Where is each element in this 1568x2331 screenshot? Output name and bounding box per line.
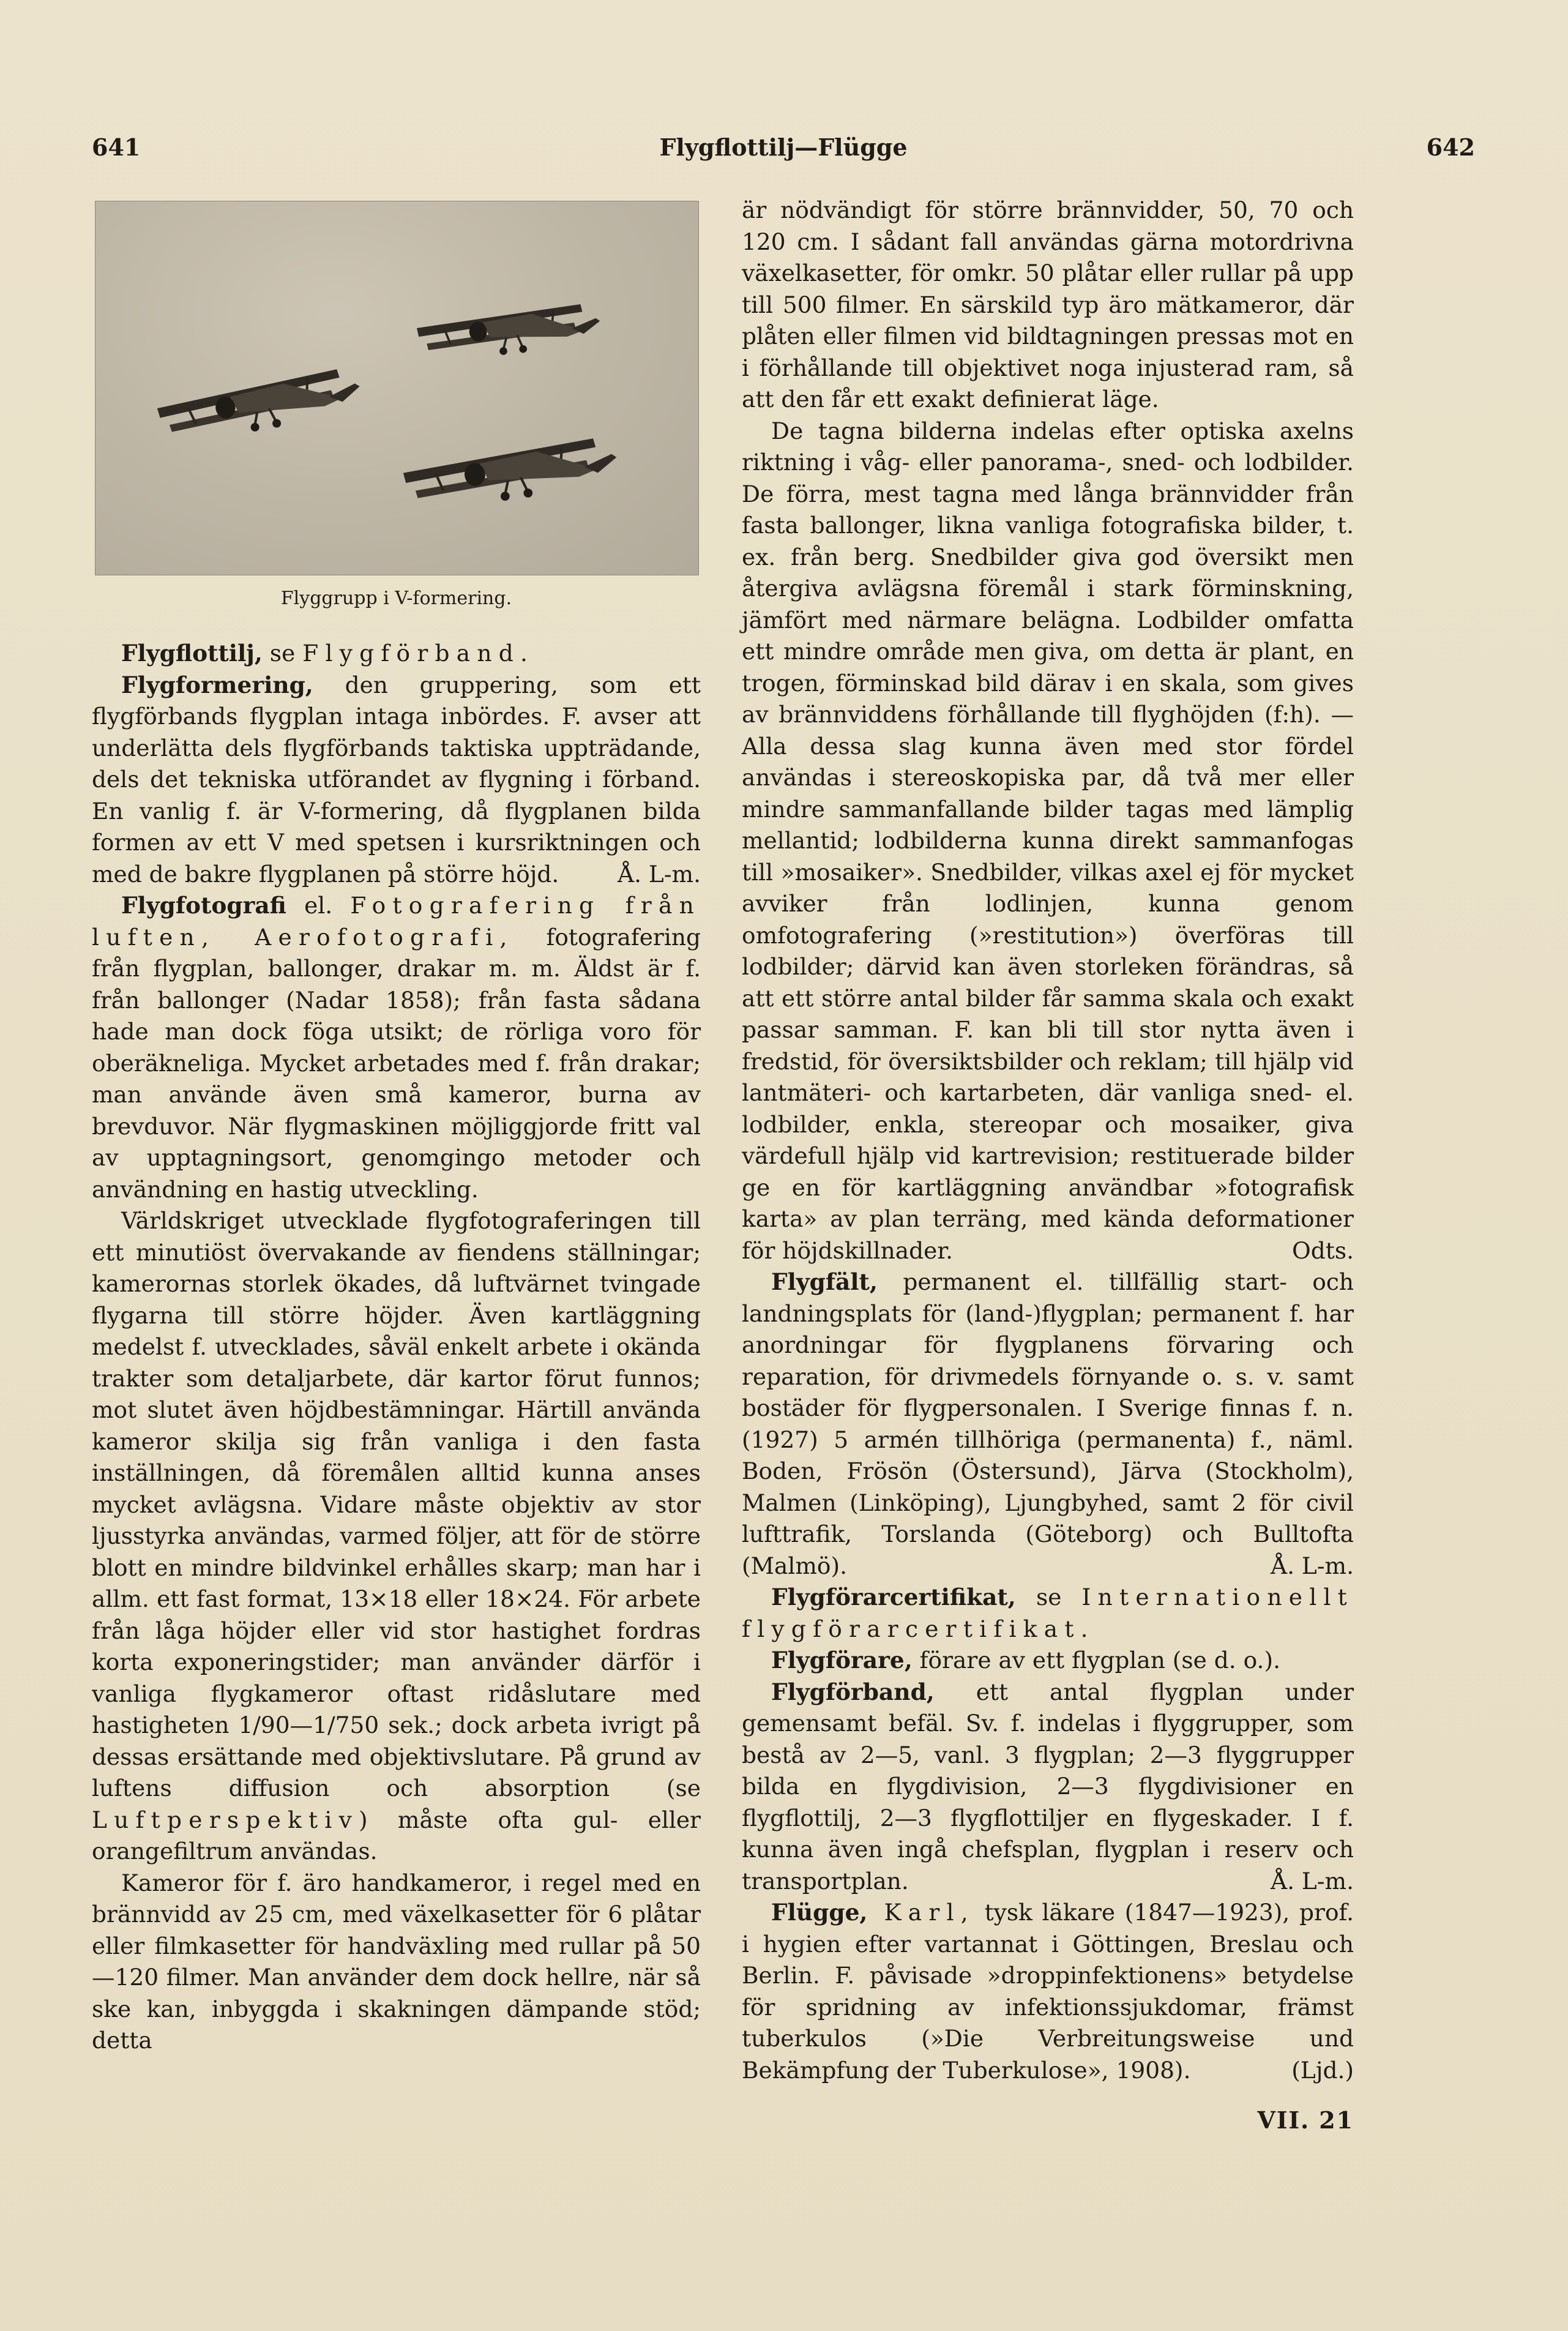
entry-flygfotografi: Flygfotografi el. Fotografering från luften, Aerofotografi, fotografering från flygplan, ballonger, drakar m. m. Äldst är f. från ballonger (Nadar 1858); från fasta sådana hade man dock föga utsikt; de rörliga voro för oberäkneliga. Mycket arbetades med f. från drakar; man använde även små kameror, burna av brevduvor. När flygmaskinen möjliggjorde fritt val av upptagningsort, genomgingo metoder och användning en hastig utveckling. [92, 892, 701, 1203]
headword: Flygförarcertifikat, [771, 1584, 1016, 1611]
figure [92, 201, 701, 611]
headword: Flygflottilj, [121, 640, 263, 667]
entry-flygforarcertifikat: Flygförarcertifikat, se Internationellt flygförarcertifikat. [742, 1584, 1354, 1642]
entry-flygforband: Flygförband, ett antal flygplan under gemensamt befäl. Sv. f. indelas i flyggrupper, som bestå av 2—5, vanl. 3 flygplan; 2—3 flyggrupper bilda en flygdivision, 2—3 flygdivisioner en flygflottilj, 2—3 flygflottiljer en flygeskader. I f. kunna även ingå chefsplan, flygplan i reserv och transportplan. Å. L-m. [742, 1677, 1354, 1898]
page-number-right: 642 [1426, 133, 1475, 161]
page-number-left: 641 [92, 133, 141, 161]
entry-flygflottilj: Flygflottilj, se Flygförband. [121, 640, 535, 667]
spaced-synonyms: Fotografering från luften, Aerofotografi, [92, 892, 701, 951]
figure-caption: Flyggrupp i V-formering. [280, 588, 512, 609]
sheet-signature: VII. 21 [1257, 2106, 1354, 2134]
author-signature: Å. L-m. [1271, 1552, 1354, 1579]
headword: Flygförare, [771, 1647, 913, 1674]
headword: Flügge, [771, 1899, 868, 1926]
entry-flygforare: Flygförare, förare av ett flygplan (se d. o.). [771, 1647, 1281, 1674]
author-signature: Odts. [1292, 1237, 1354, 1264]
paragraph-varldskriget: Världskriget utvecklade flygfotograferingen till ett minutiöst övervakande av fiendens ställningar; kamerornas storlek ökades, då luftvärnet tvingade flygarna till större höjder. Även kartläggning medelst f. utvecklades, såväl enkelt arbete i okända trakter som detaljarbete, där kartor förut funnos; mot slutet även höjdbestämningar. Härtill använda kameror skilja sig från vanliga i den fasta inställningen, då föremålen alltid kunna anses mycket avlägsna. Vidare måste objektiv av stor ljusstyrka användas, varmed följer, att för de större blott en mindre bildvinkel erhålles skarp; man har i allm. ett fast format, 13×18 eller 18×24. För arbete från låga höjder eller vid stor hastighet fordras korta exponeringstider; man använder därför i vanliga flygkameror oftast ridåslutare med hastigheten 1/90—1/750 sek.; dock arbeta ivrigt på dessas ersättande med objektivslutare. På grund av luftens diffusion och absorption (se Luftperspektiv) måste ofta gul- eller orangefiltrum användas. [92, 1207, 701, 1865]
paragraph-kameror: Kameror för f. äro handkameror, i regel med en brännvidd av 25 cm, med växelkasetter för 6 plåtar eller filmkasetter för handväxling med rullar på 50—120 filmer. Man använder dem dock hellre, när så ske kan, inbyggda i skakningen dämpande stöd; detta [92, 1869, 701, 2054]
cross-reference: Flygförband. [302, 640, 535, 667]
paragraph-continued: är nödvändigt för större brännvidder, 50, 70 och 120 cm. I sådant fall användas gärna motordrivna växelkasetter, för omkr. 50 plåtar eller rullar på upp till 500 filmer. En särskild typ äro mätkameror, där plåten eller filmen vid bildtagningen pressas mot en i förhållande till objektivet noga injusterad ram, så att den får ett exakt definierat läge. [742, 196, 1354, 413]
entry-flygformering: Flygformering, den gruppering, som ett flygförbands flygplan intaga inbördes. F. avser att underlätta dels flygförbands taktiska uppträdande, dels det tekniska utförandet av flygning i förband. En vanlig f. är V-formering, då flygplanen bilda formen av ett V med spetsen i kursriktningen och med de bakre flygplanen på större höjd. Å. L-m. [92, 670, 701, 891]
biplanes-illustration [95, 201, 698, 575]
right-column [742, 195, 1354, 2136]
cross-reference: Luftperspektiv [92, 1806, 359, 1833]
left-column [92, 195, 701, 2057]
headword: Flygförband, [771, 1678, 935, 1705]
biplane-formation-photo [95, 201, 699, 575]
author-signature: Å. L-m. [618, 860, 701, 888]
entry-flygfalt: Flygfält, permanent el. tillfällig start- och landningsplats för (land-)flygplan; permanent f. har anordningar för flygplanens förvaring och reparation, för drivmedels förnyande o. s. v. samt bostäder för flygpersonalen. I Sverige finnas f. n. (1927) 5 armén tillhöriga (permanenta) f., näml. Boden, Frösön (Östersund), Järva (Stockholm), Malmen (Linköping), Ljungbyhed, samt 2 för civil lufttrafik, Torslanda (Göteborg) och Bulltofta (Malmö). Å. L-m. [742, 1267, 1354, 1582]
headword: Flygfält, [771, 1268, 878, 1295]
entry-flugge: Flügge, Karl, tysk läkare (1847—1923), prof. i hygien efter vartannat i Göttingen, Breslau och Berlin. F. påvisade »droppinfektionens» betydelse för spridning av infektionssjukdomar, främst tuberkulos (»Die Verbreitungsweise und Bekämpfung der Tuberkulose», 1908). (Ljd.) [742, 1897, 1354, 2086]
author-signature: (Ljd.) [1291, 2056, 1354, 2084]
paragraph-bilder: De tagna bilderna indelas efter optiska axelns riktning i våg- eller panorama-, sned- och lodbilder. De förra, mest tagna med långa brännvidder från fasta ballonger, likna vanliga fotografiska bilder, t. ex. från berg. Snedbilder giva god översikt men återgiva avlägsna föremål i stark förminskning, jämfört med närmare belägna. Lodbilder omfatta ett mindre område men giva, om detta är plant, en trogen, förminskad bild därav i en skala, som gives av brännviddens förhållande till flyghöjden (f:h). — Alla dessa slag kunna även med stor fördel användas i stereoskopiska par, då två mer eller mindre sammanfallande bilder tagas med lämplig mellantid; lodbilderna kunna direkt sammanfogas till »mosaiker». Snedbilder, vilkas axel ej för mycket avviker från lodlinjen, kunna genom omfotografering (»restitution») överföras till lodbilder; därvid kan även storleken förändras, så att ett större antal bilder får samma skala och exakt passar samman. F. kan bli till stor nytta även i fredstid, för översiktsbilder och reklam; till hjälp vid lantmäteri- och kartarbeten, där vanliga sned- el. lodbilder, enkla, stereopar och mosaiker, giva värdefull hjälp vid kartrevision; restituerade bilder ge en för kartläggning användbar »fotografisk karta» av plan terräng, med kända deformationer för höjdskillnader. Odts. [742, 416, 1354, 1267]
headword: Flygformering, [121, 671, 313, 698]
author-signature: Å. L-m. [1271, 1867, 1354, 1895]
person-name: Karl, [867, 1899, 975, 1926]
running-title: Flygflottilj—Flügge [659, 133, 908, 161]
cross-reference: Internationellt flygförarcertifikat. [742, 1584, 1354, 1642]
running-header [92, 133, 1475, 176]
headword: Flygfotografi [121, 892, 286, 919]
